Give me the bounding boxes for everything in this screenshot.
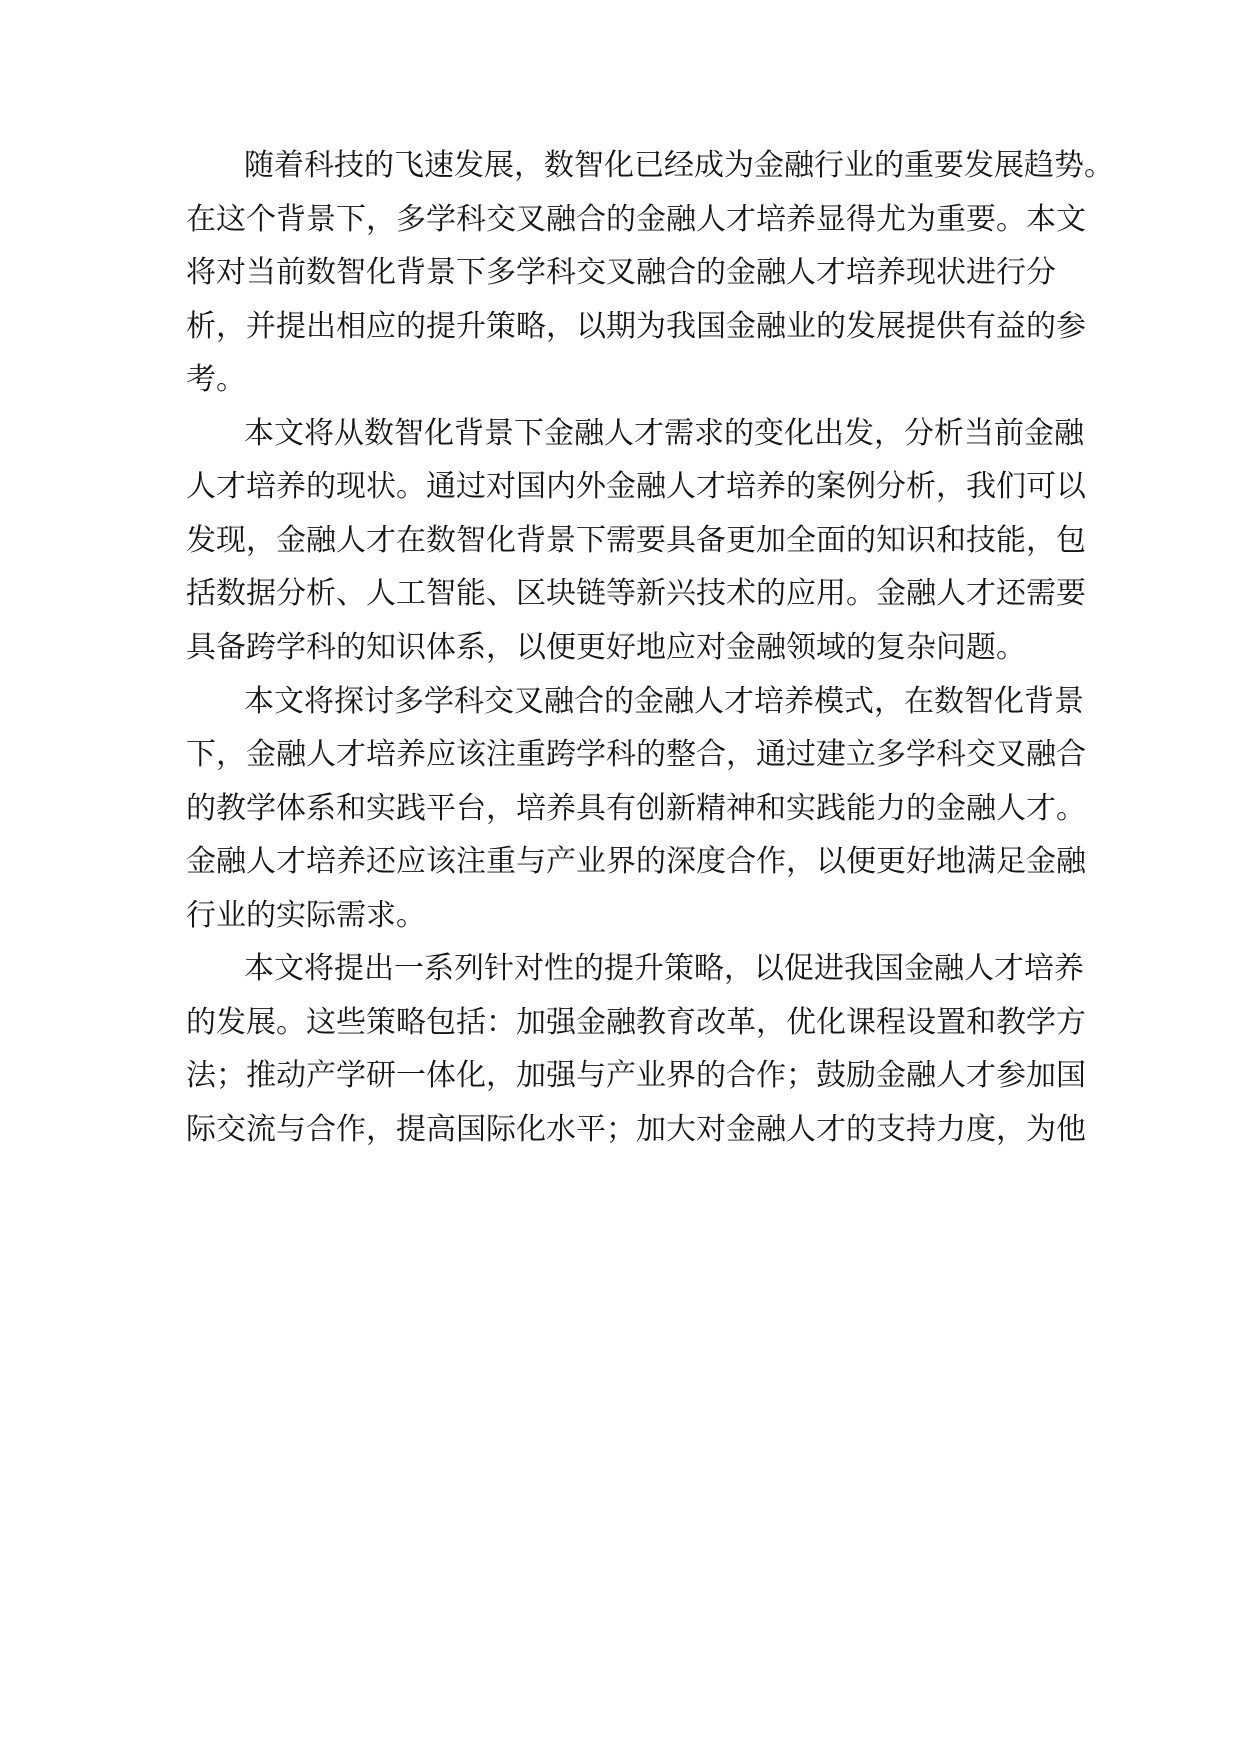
paragraph-3-line-3: 的教学体系和实践平台，培养具有创新精神和实践能力的金融人才。 xyxy=(186,791,1086,826)
paragraph-1-line-2: 在这个背景下，多学科交叉融合的金融人才培养显得尤为重要。本文 xyxy=(186,202,1086,237)
paragraph-1-line-4: 析，并提出相应的提升策略，以期为我国金融业的发展提供有益的参 xyxy=(186,309,1086,344)
paragraph-3-line-4: 金融人才培养还应该注重与产业界的深度合作，以便更好地满足金融 xyxy=(186,844,1086,879)
paragraph-2-line-3: 发现，金融人才在数智化背景下需要具备更加全面的知识和技能，包 xyxy=(186,523,1086,558)
paragraph-2-line-1: 本文将从数智化背景下金融人才需求的变化出发，分析当前金融 xyxy=(244,416,1084,451)
paragraph-4-line-3: 法；推动产学研一体化，加强与产业界的合作；鼓励金融人才参加国 xyxy=(186,1058,1086,1093)
paragraph-1-line-3: 将对当前数智化背景下多学科交叉融合的金融人才培养现状进行分 xyxy=(186,255,1056,290)
paragraph-4-line-4: 际交流与合作，提高国际化水平；加大对金融人才的支持力度，为他 xyxy=(186,1112,1086,1147)
paragraph-3-line-1: 本文将探讨多学科交叉融合的金融人才培养模式，在数智化背景 xyxy=(244,684,1084,719)
paragraph-2-line-4: 括数据分析、人工智能、区块链等新兴技术的应用。金融人才还需要 xyxy=(186,576,1086,611)
paragraph-1-line-1: 随着科技的飞速发展，数智化已经成为金融行业的重要发展趋势。 xyxy=(244,148,1114,183)
paragraph-3-line-2: 下，金融人才培养应该注重跨学科的整合，通过建立多学科交叉融合 xyxy=(186,737,1086,772)
paragraph-3-line-5: 行业的实际需求。 xyxy=(186,898,426,933)
paragraph-1-line-5: 考。 xyxy=(186,362,246,397)
paragraph-2-line-5: 具备跨学科的知识体系，以便更好地应对金融领域的复杂问题。 xyxy=(186,630,1026,665)
paragraph-2-line-2: 人才培养的现状。通过对国内外金融人才培养的案例分析，我们可以 xyxy=(186,469,1086,504)
paragraph-4-line-1: 本文将提出一系列针对性的提升策略，以促进我国金融人才培养 xyxy=(244,951,1084,986)
paragraph-4-line-2: 的发展。这些策略包括：加强金融教育改革，优化课程设置和教学方 xyxy=(186,1005,1086,1040)
